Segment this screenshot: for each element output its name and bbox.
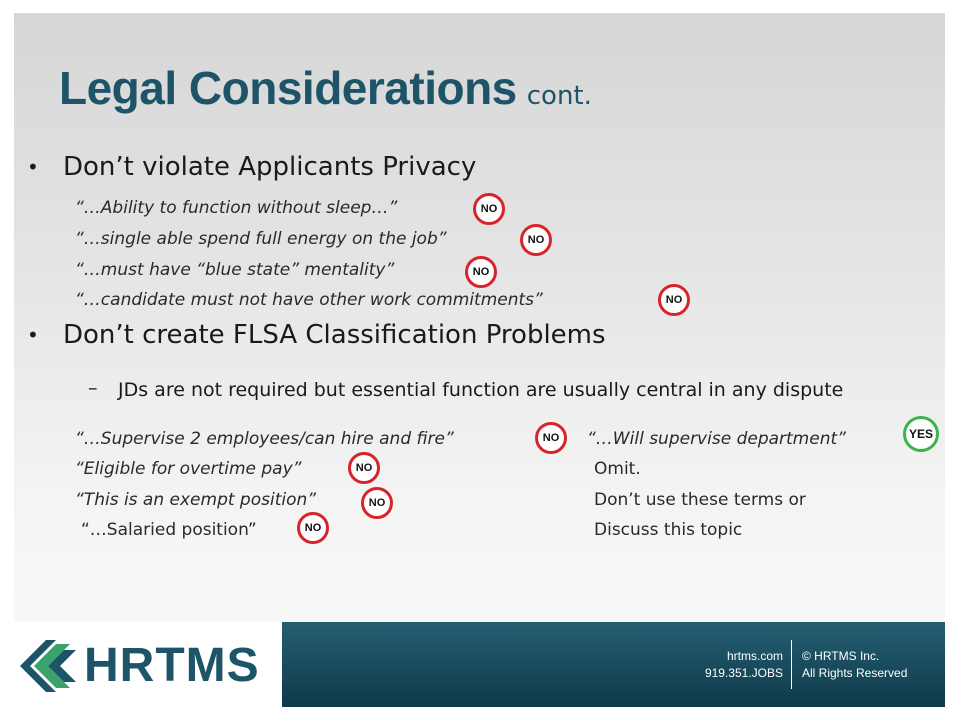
bullet-dot: • [27,155,39,179]
quote-item: “This is an exempt position” [75,490,317,510]
website-text: hrtms.com [726,649,783,663]
right-item: Discuss this topic [594,520,743,540]
logo-text: HRTMS [84,639,260,692]
copyright-info [802,648,907,682]
hrtms-logo [20,640,280,695]
rights-text: All Rights Reserved [802,666,908,680]
no-badge-icon: NO [520,224,552,256]
footer-bar [282,622,945,707]
bullet-privacy [27,152,477,182]
quote-item: “…single able spend full energy on the job” [75,229,447,249]
no-badge-icon: NO [297,512,329,544]
phone-text: 919.351.JOBS [704,666,783,680]
no-badge-icon: NO [361,487,393,519]
title-main: Legal Considerations [59,62,517,114]
no-badge-icon: NO [348,452,380,484]
bullet-flsa-text: Don’t create FLSA Classification Problems [63,320,606,350]
sub-dash: – [88,377,98,399]
quote-item: “…candidate must not have other work commitments” [75,290,543,310]
slide [14,13,945,707]
no-badge-icon: NO [465,256,497,288]
slide-title [59,61,592,115]
right-item: Omit. [594,459,641,479]
contact-info [705,648,783,682]
quote-item: “Eligible for overtime pay” [75,459,302,479]
footer [14,622,945,707]
quote-item: “…must have “blue state” mentality” [75,260,395,280]
no-badge-icon: NO [535,422,567,454]
right-item: “…Will supervise department” [587,429,846,449]
bullet-privacy-text: Don’t violate Applicants Privacy [63,152,477,182]
subpoint-text: JDs are not required but essential function are usually central in any dispute [118,379,844,401]
quote-item: “…Ability to function without sleep…” [75,198,398,218]
footer-divider [791,640,792,689]
yes-badge-icon: YES [903,416,939,452]
bullet-dot: • [27,323,39,347]
copyright-text: © HRTMS Inc. [802,649,880,663]
no-badge-icon: NO [473,193,505,225]
no-badge-icon: NO [658,284,690,316]
right-item: Don’t use these terms or [594,490,806,510]
logo-mark-icon [20,640,80,695]
bullet-flsa [27,320,606,350]
quote-item: “…Salaried position” [81,520,257,540]
title-sub: cont. [526,81,592,111]
quote-item: “…Supervise 2 employees/can hire and fire” [75,429,454,449]
